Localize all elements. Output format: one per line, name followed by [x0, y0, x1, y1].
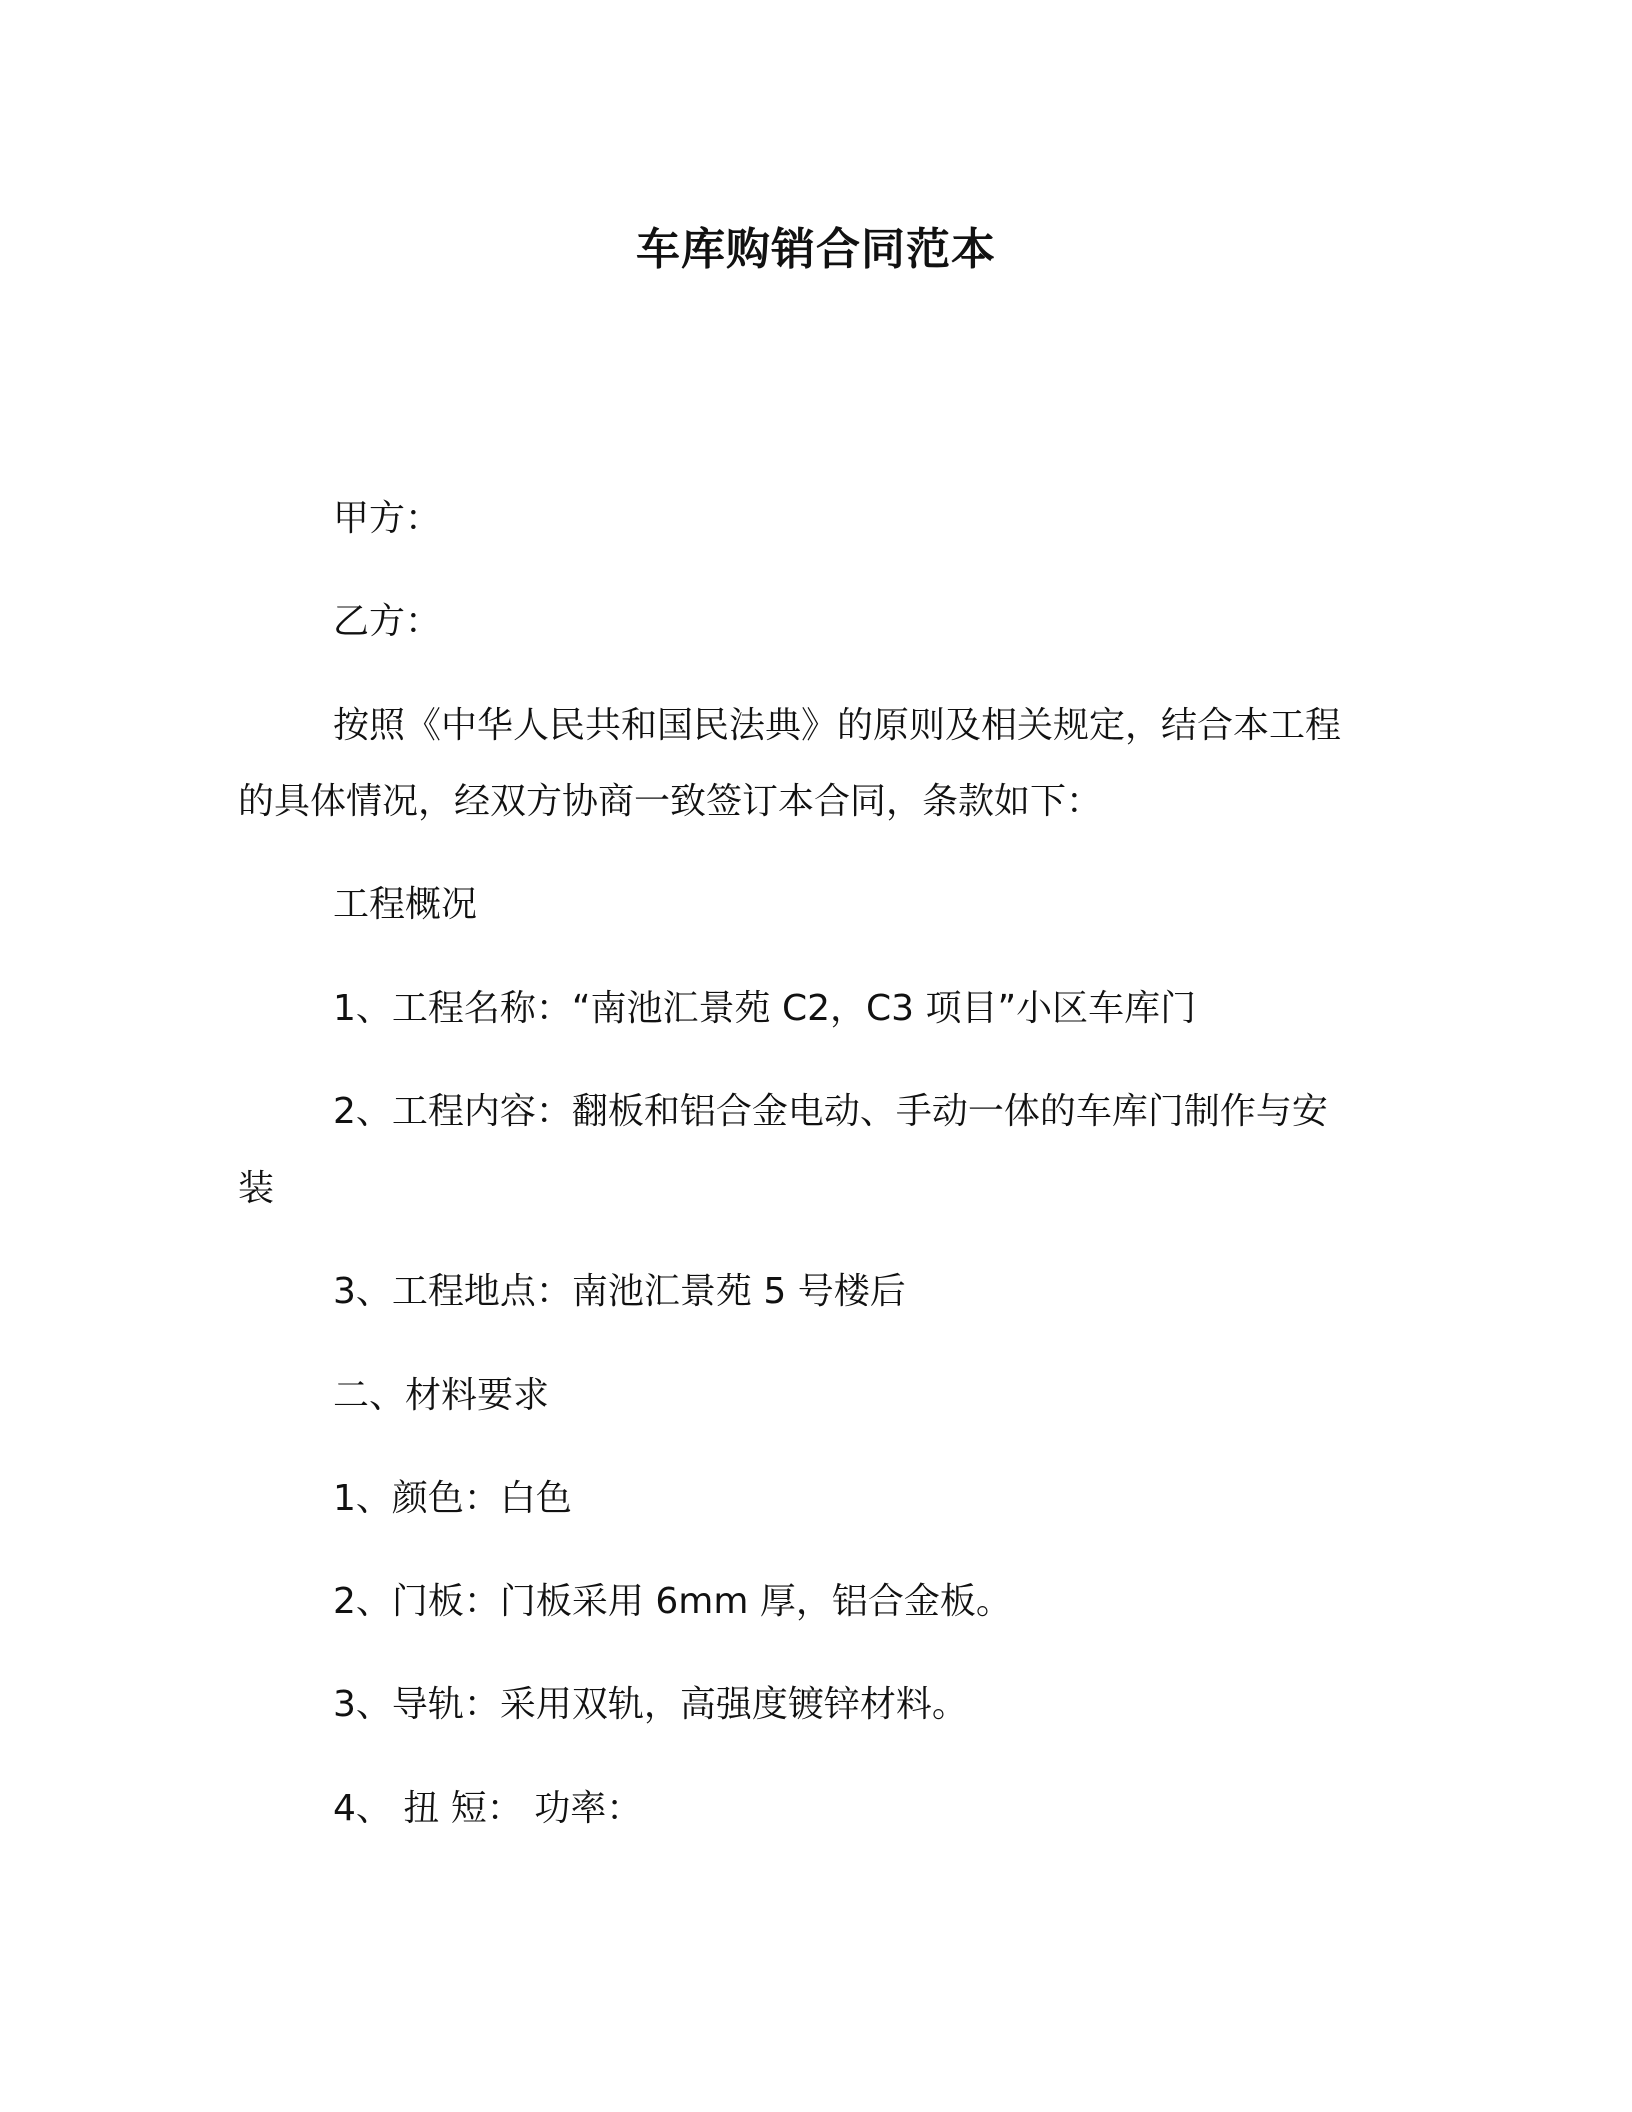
- item-guide-rail: 3、导轨：采用双轨，高强度镀锌材料。: [333, 1684, 968, 1725]
- preamble-line-1: 按照《中华人民共和国民法典》的原则及相关规定，结合本工程: [333, 705, 1342, 746]
- item-door-panel: 2、门板：门板采用 6mm 厚，铝合金板。: [333, 1581, 1012, 1622]
- item-project-name: 1、工程名称：“南池汇景苑 C2，C3 项目”小区车库门: [333, 988, 1197, 1029]
- item-project-content-line-1: 2、工程内容：翻板和铝合金电动、手动一体的车库门制作与安: [333, 1091, 1328, 1132]
- item-torsion-power: 4、 扭 短： 功率：: [333, 1788, 643, 1829]
- document-title: 车库购销合同范本: [636, 224, 996, 275]
- preamble-line-2: 的具体情况，经双方协商一致签订本合同，条款如下：: [238, 781, 1103, 822]
- item-project-location: 3、工程地点：南池汇景苑 5 号楼后: [333, 1271, 906, 1312]
- party-b-line: 乙方：: [333, 601, 442, 642]
- item-project-content-line-2: 装: [238, 1168, 275, 1209]
- section-heading-overview: 工程概况: [333, 884, 478, 925]
- section-heading-materials: 二、材料要求: [333, 1375, 550, 1416]
- item-color: 1、颜色：白色: [333, 1478, 572, 1519]
- party-a-line: 甲方：: [333, 498, 442, 539]
